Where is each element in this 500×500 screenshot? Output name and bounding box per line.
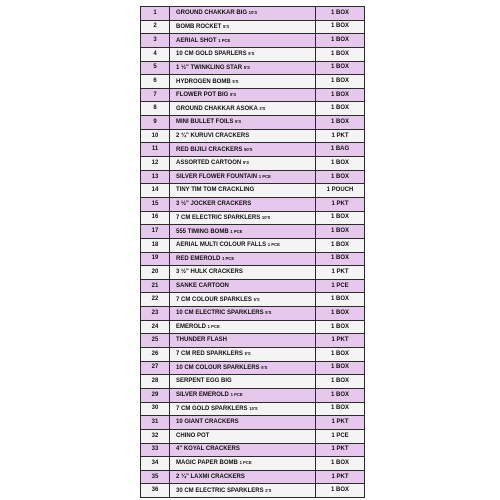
row-number: 34 [141, 457, 170, 471]
item-pack-size: 5'S [244, 351, 251, 357]
item-quantity: 1 BOX [316, 307, 365, 321]
item-name: 2 ¾" LAXMI CRACKERS [176, 473, 245, 480]
item-quantity: 1 PKT [316, 266, 365, 280]
item-pack-size: 10'S [261, 214, 271, 220]
row-number: 22 [141, 293, 170, 307]
item-name: 3 ½" HULK CRACKERS [176, 268, 243, 275]
row-number: 35 [141, 470, 170, 484]
row-number: 19 [141, 252, 170, 266]
item-pack-size: 1 PCE [230, 392, 243, 398]
item-name: 10 CM GOLD SPARLERS [176, 51, 247, 58]
row-number: 36 [141, 484, 170, 498]
item-cell [170, 211, 316, 225]
table-row [141, 348, 365, 362]
table-row [141, 61, 365, 75]
item-quantity: 1 BOX [316, 361, 365, 375]
table-row [141, 484, 365, 498]
item-pack-size: 5'S [223, 23, 230, 29]
item-name: 10 CM COLOUR SPARKLERS [176, 364, 260, 371]
item-name: ASSORTED CARTOON [176, 160, 242, 167]
row-number: 4 [141, 47, 170, 61]
row-number: 29 [141, 388, 170, 402]
item-pack-size: 10'S [248, 10, 258, 16]
item-name: 10 GIANT CRACKERS [176, 419, 239, 426]
table-row [141, 7, 365, 21]
item-quantity: 1 BOX [316, 157, 365, 171]
table-row [141, 416, 365, 430]
item-name: FLOWER POT BIG [176, 92, 229, 99]
row-number: 2 [141, 20, 170, 34]
table-row [141, 375, 365, 389]
item-name: 3 ½" JOCKER CRACKERS [176, 200, 252, 207]
item-pack-size: 1 PCE [222, 255, 235, 261]
item-quantity: 1 BOX [316, 348, 365, 362]
table-row [141, 457, 365, 471]
item-name: 2 ¾" KURUVI CRACKERS [176, 132, 250, 139]
row-number: 14 [141, 184, 170, 198]
row-number: 20 [141, 266, 170, 280]
table-row [141, 184, 365, 198]
table-row [141, 129, 365, 143]
item-cell [170, 279, 316, 293]
table-row [141, 388, 365, 402]
table-row [141, 429, 365, 443]
row-number: 16 [141, 211, 170, 225]
table-row [141, 47, 365, 61]
item-cell [170, 443, 316, 457]
item-quantity: 1 BOX [316, 211, 365, 225]
item-quantity: 1 BOX [316, 61, 365, 75]
row-number: 21 [141, 279, 170, 293]
item-cell [170, 388, 316, 402]
item-cell [170, 61, 316, 75]
item-quantity: 1 PKT [316, 470, 365, 484]
table-row [141, 20, 365, 34]
row-number: 28 [141, 375, 170, 389]
item-quantity: 1 POUCH [316, 184, 365, 198]
item-quantity: 1 PKT [316, 334, 365, 348]
item-quantity: 1 BOX [316, 88, 365, 102]
item-cell [170, 470, 316, 484]
product-table-body [141, 7, 365, 498]
item-pack-size: 5'S [261, 364, 268, 370]
item-pack-size: 1 PCE [207, 324, 220, 330]
item-quantity: 1 BOX [316, 7, 365, 21]
item-cell [170, 361, 316, 375]
item-cell [170, 102, 316, 116]
item-cell [170, 402, 316, 416]
item-quantity: 1 PKT [316, 197, 365, 211]
item-cell [170, 252, 316, 266]
table-row [141, 443, 365, 457]
item-name: SILVER FLOWER FOUNTAIN [176, 174, 258, 180]
item-cell [170, 293, 316, 307]
item-cell [170, 375, 316, 389]
item-name: HYDROGEN BOMB [176, 78, 231, 85]
table-row [141, 102, 365, 116]
table-row [141, 211, 365, 225]
item-quantity: 1 BOX [316, 293, 365, 307]
item-pack-size: 1 PCE [218, 37, 231, 43]
item-pack-size: 1 PCE [267, 242, 280, 248]
item-quantity: 1 BOX [316, 225, 365, 239]
item-name: THUNDER FLASH [176, 337, 227, 344]
item-name: GROUND CHAKKAR ASOKA [176, 105, 258, 112]
item-pack-size: 5'S [265, 310, 272, 316]
row-number: 31 [141, 416, 170, 430]
item-cell [170, 157, 316, 171]
row-number: 1 [141, 7, 170, 21]
item-name: 7 CM GOLD SPARKLERS [176, 405, 248, 412]
item-cell [170, 88, 316, 102]
table-row [141, 34, 365, 48]
row-number: 9 [141, 116, 170, 130]
item-pack-size: 50'S [244, 146, 253, 152]
row-number: 12 [141, 157, 170, 171]
item-pack-size: 5'S [253, 296, 260, 302]
item-quantity: 1 BOX [316, 170, 365, 184]
item-quantity: 1 BOX [316, 75, 365, 89]
item-cell [170, 34, 316, 48]
row-number: 24 [141, 320, 170, 334]
row-number: 25 [141, 334, 170, 348]
item-name: RED BIJILI CRACKERS [176, 146, 243, 153]
row-number: 7 [141, 88, 170, 102]
item-quantity: 1 BAG [316, 143, 365, 157]
item-name: 4" KOYAL CRACKERS [176, 446, 240, 453]
item-quantity: 1 BOX [316, 320, 365, 334]
item-quantity: 1 BOX [316, 238, 365, 252]
item-name: 555 TIMING BOMB [176, 228, 229, 235]
item-name: SANKE CARTOON [176, 282, 229, 289]
item-pack-size: 1 PCE [230, 228, 243, 234]
item-cell [170, 484, 316, 498]
row-number: 11 [141, 143, 170, 157]
item-cell [170, 20, 316, 34]
row-number: 30 [141, 402, 170, 416]
table-row [141, 197, 365, 211]
item-name: CHINO POT [176, 432, 210, 439]
row-number: 10 [141, 129, 170, 143]
item-quantity: 1 PKT [316, 129, 365, 143]
item-name: 7 CM ELECTRIC SPARKLERS [176, 214, 261, 221]
item-name: 1 ½" TWINKLING STAR [176, 64, 243, 71]
item-pack-size: 1 PCE [239, 460, 252, 466]
item-cell [170, 334, 316, 348]
table-row [141, 116, 365, 130]
row-number: 17 [141, 225, 170, 239]
item-pack-size: 5'S [235, 119, 242, 125]
item-name: BOMB ROCKET [176, 23, 222, 30]
item-pack-size: 1 PCE [258, 174, 271, 179]
item-pack-size: 10'S [249, 405, 258, 411]
item-cell [170, 47, 316, 61]
item-pack-size: 2'S [265, 487, 272, 493]
item-cell [170, 348, 316, 362]
item-name: GROUND CHAKKAR BIG [176, 10, 247, 17]
item-cell [170, 116, 316, 130]
item-pack-size: 5'S [243, 64, 250, 70]
item-cell [170, 320, 316, 334]
table-row [141, 307, 365, 321]
item-cell [170, 416, 316, 430]
item-quantity: 1 BOX [316, 47, 365, 61]
item-quantity: 1 BOX [316, 252, 365, 266]
item-cell [170, 170, 316, 184]
item-name: EMEROLD [176, 324, 206, 331]
table-row [141, 75, 365, 89]
table-row [141, 279, 365, 293]
table-row [141, 157, 365, 171]
item-name: AERIAL SHOT [176, 37, 217, 44]
item-cell [170, 457, 316, 471]
table-row [141, 293, 365, 307]
row-number: 27 [141, 361, 170, 375]
item-cell [170, 129, 316, 143]
product-table [140, 6, 365, 498]
item-cell [170, 429, 316, 443]
item-name: AERIAL MULTI COLOUR FALLS [176, 242, 267, 249]
table-row [141, 225, 365, 239]
row-number: 26 [141, 348, 170, 362]
table-row [141, 402, 365, 416]
item-cell [170, 266, 316, 280]
item-cell [170, 184, 316, 198]
item-pack-size: 5'S [230, 92, 237, 98]
table-row [141, 252, 365, 266]
table-row [141, 320, 365, 334]
item-cell [170, 75, 316, 89]
item-name: 30 CM ELECTRIC SPARKLERS [176, 487, 264, 494]
item-quantity: 1 BOX [316, 388, 365, 402]
item-cell [170, 307, 316, 321]
item-quantity: 1 BOX [316, 116, 365, 130]
row-number: 33 [141, 443, 170, 457]
item-quantity: 1 BOX [316, 102, 365, 116]
item-name: 10 CM ELECTRIC SPARKLERS [176, 310, 264, 317]
table-row [141, 143, 365, 157]
item-pack-size: 3'S [259, 105, 266, 111]
item-quantity: 1 BOX [316, 375, 365, 389]
item-quantity: 1 PCE [316, 279, 365, 293]
item-quantity: 1 PKT [316, 443, 365, 457]
table-row [141, 238, 365, 252]
item-quantity: 1 BOX [316, 402, 365, 416]
item-cell [170, 7, 316, 21]
item-quantity: 1 PCE [316, 429, 365, 443]
table-row [141, 170, 365, 184]
item-quantity: 1 BOX [316, 457, 365, 471]
item-cell [170, 143, 316, 157]
table-row [141, 334, 365, 348]
row-number: 3 [141, 34, 170, 48]
row-number: 15 [141, 197, 170, 211]
item-name: RED EMEROLD [176, 255, 221, 262]
item-name: SILVER EMEROLD [176, 392, 229, 399]
item-quantity: 1 BOX [316, 484, 365, 498]
table-row [141, 88, 365, 102]
row-number: 23 [141, 307, 170, 321]
item-name: MINI BULLET FOILS [176, 119, 234, 126]
item-cell [170, 225, 316, 239]
item-name: TINY TIM TOM CRACKLING [176, 187, 255, 194]
item-pack-size: 5'S [232, 78, 239, 84]
item-quantity: 1 BOX [316, 34, 365, 48]
row-number: 5 [141, 61, 170, 75]
item-name: 7 CM COLOUR SPARKLES [176, 296, 252, 303]
row-number: 18 [141, 238, 170, 252]
item-cell [170, 238, 316, 252]
table-row [141, 361, 365, 375]
item-cell [170, 197, 316, 211]
item-name: MAGIC PAPER BOMB [176, 460, 238, 467]
row-number: 32 [141, 429, 170, 443]
item-quantity: 1 PKT [316, 416, 365, 430]
item-quantity: 1 BOX [316, 20, 365, 34]
item-name: SERPENT EGG BIG [176, 378, 232, 385]
row-number: 6 [141, 75, 170, 89]
row-number: 13 [141, 170, 170, 184]
item-pack-size: 5'S [248, 51, 255, 57]
table-row [141, 470, 365, 484]
item-name: 7 CM RED SPARKLERS [176, 351, 243, 358]
row-number: 8 [141, 102, 170, 116]
item-pack-size: 5'S [242, 160, 250, 166]
table-row [141, 266, 365, 280]
